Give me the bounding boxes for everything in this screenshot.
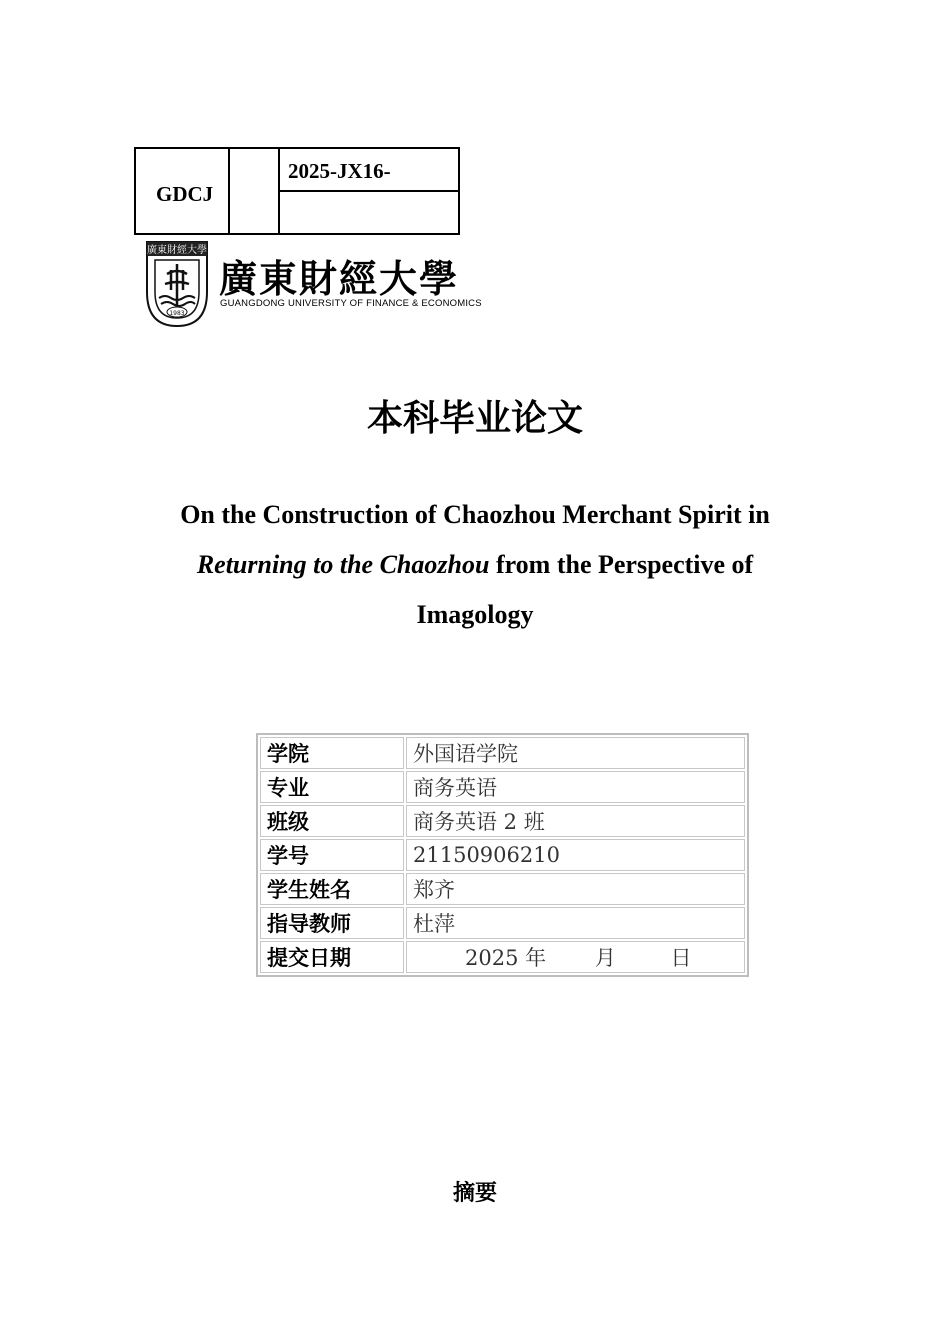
submit-year: 2025 年 bbox=[465, 946, 547, 970]
svg-text:廣東財經大學: 廣東財經大學 bbox=[147, 245, 207, 256]
archive-code-box bbox=[134, 147, 460, 235]
info-label: 学院 bbox=[260, 737, 404, 769]
blank-cell bbox=[230, 149, 280, 233]
university-name-en: GUANGDONG UNIVERSITY OF FINANCE & ECONOMICS bbox=[220, 298, 482, 309]
table-row bbox=[260, 907, 745, 939]
info-value: 外国语学院 bbox=[406, 737, 745, 769]
table-row bbox=[260, 941, 745, 973]
info-label: 学号 bbox=[260, 839, 404, 871]
title-line-2 bbox=[100, 540, 850, 590]
table-row bbox=[260, 805, 745, 837]
submit-day: 日 bbox=[670, 946, 692, 970]
info-value: 21150906210 bbox=[406, 839, 745, 871]
university-seal-icon bbox=[145, 240, 209, 328]
abstract-heading: 摘要 bbox=[452, 1181, 497, 1206]
title-line-1: On the Construction of Chaozhou Merchant Spirit in bbox=[180, 500, 770, 529]
info-value: 杜萍 bbox=[406, 907, 745, 939]
serial-number: 2025-JX16- bbox=[288, 159, 391, 183]
table-row bbox=[260, 873, 745, 905]
thesis-type-heading: 本科毕业论文 bbox=[366, 398, 583, 439]
thesis-title bbox=[100, 490, 850, 640]
serial-cell bbox=[280, 149, 458, 192]
title-line-2-rest: from the Perspective of bbox=[489, 550, 754, 579]
submit-month: 月 bbox=[594, 946, 616, 970]
university-logo bbox=[145, 240, 482, 330]
school-code-cell bbox=[136, 149, 230, 233]
info-value: 商务英语 2 班 bbox=[406, 805, 745, 837]
info-label: 指导教师 bbox=[260, 907, 404, 939]
table-row bbox=[260, 737, 745, 769]
school-code: GDCJ bbox=[156, 182, 214, 206]
table-row bbox=[260, 771, 745, 803]
info-label: 专业 bbox=[260, 771, 404, 803]
info-value: 商务英语 bbox=[406, 771, 745, 803]
university-name-cn: 廣東財經大學 bbox=[219, 256, 460, 301]
title-line-3: Imagology bbox=[416, 600, 534, 629]
info-label: 学生姓名 bbox=[260, 873, 404, 905]
info-value: 郑齐 bbox=[406, 873, 745, 905]
submit-date-label: 提交日期 bbox=[260, 941, 404, 973]
svg-text:1983: 1983 bbox=[169, 310, 185, 317]
submit-date-value bbox=[406, 941, 745, 973]
table-row bbox=[260, 839, 745, 871]
student-info-table bbox=[256, 733, 749, 977]
title-italic-work: Returning to the Chaozhou bbox=[196, 550, 490, 579]
info-label: 班级 bbox=[260, 805, 404, 837]
